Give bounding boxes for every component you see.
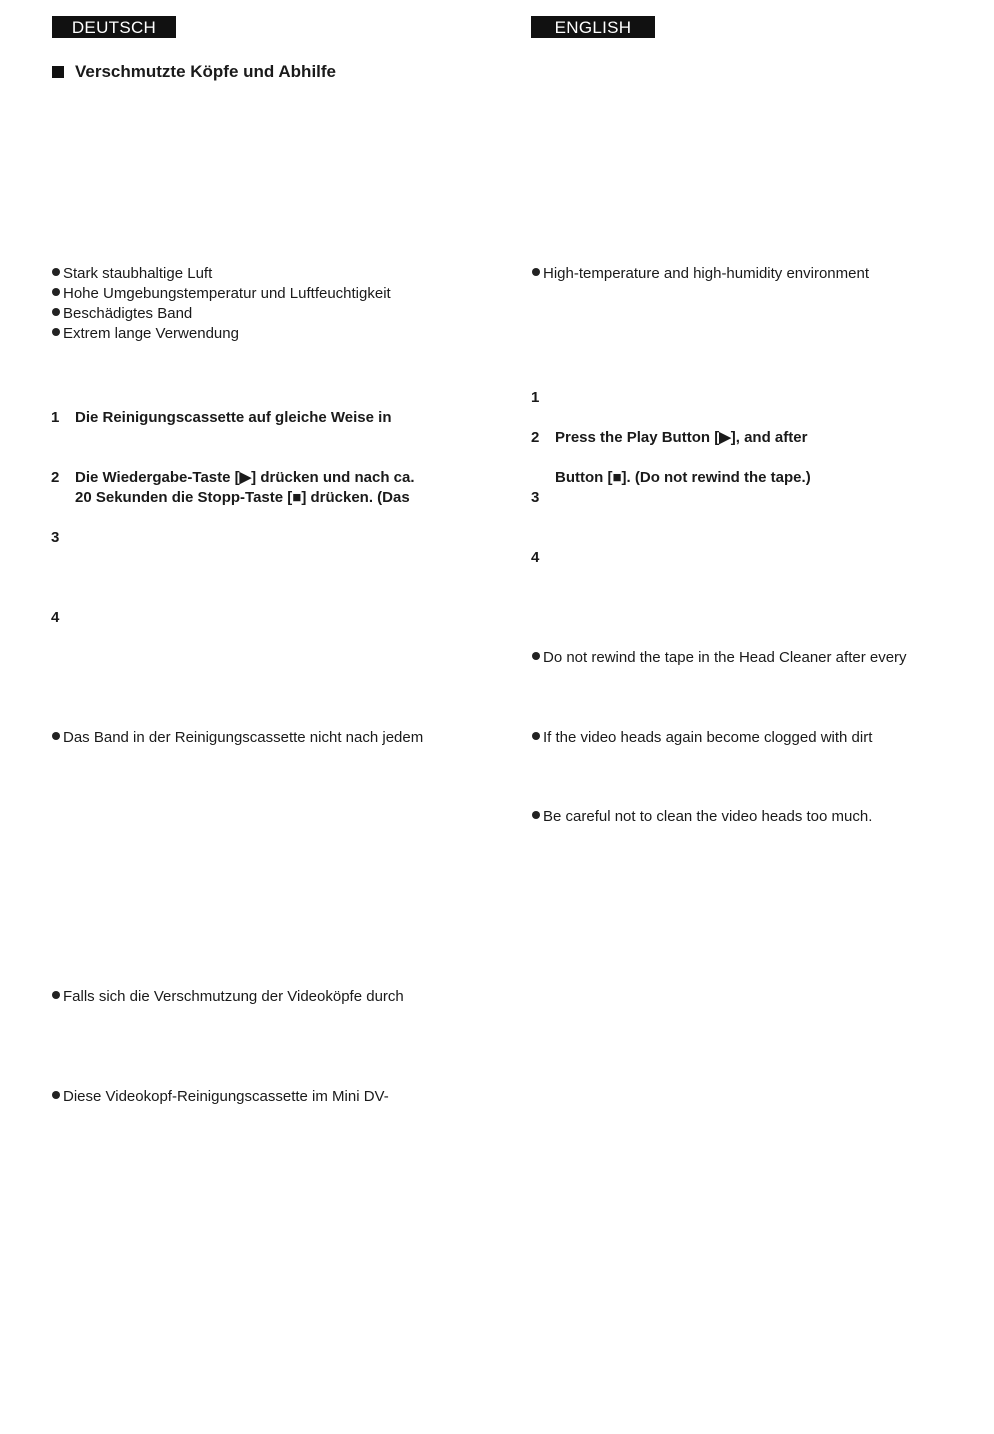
section-heading — [52, 62, 336, 82]
step-text: Button [■]. (Do not rewind the tape.) — [555, 469, 811, 486]
bullet-icon — [532, 652, 540, 660]
bullet-icon — [52, 328, 60, 336]
square-bullet-icon — [52, 66, 64, 78]
step-text: 20 Sekunden die Stopp-Taste [■] drücken. (Das — [75, 489, 410, 506]
step-number: 2 — [531, 429, 540, 446]
step-number: 1 — [531, 389, 540, 406]
step-number: 3 — [51, 529, 60, 546]
tab-deutsch: DEUTSCH — [52, 16, 176, 38]
note-item: Falls sich die Verschmutzung der Videoköpfe durch — [52, 987, 404, 1007]
step-number: 1 — [51, 409, 60, 426]
bullet-icon — [52, 308, 60, 316]
step-text: Die Wiedergabe-Taste [▶] drücken und nach ca. — [75, 469, 415, 486]
bullet-icon — [52, 732, 60, 740]
section-heading-text: Verschmutzte Köpfe und Abhilfe — [75, 62, 337, 81]
bullet-icon — [52, 268, 60, 276]
list-item: Stark staubhaltige Luft — [52, 264, 212, 284]
list-item: High-temperature and high-humidity environment — [532, 264, 869, 284]
step-number: 4 — [531, 549, 540, 566]
step-number: 3 — [531, 489, 540, 506]
list-item: Extrem lange Verwendung — [52, 324, 239, 344]
step-number: 4 — [51, 609, 60, 626]
note-item: If the video heads again become clogged with dirt — [532, 728, 872, 748]
tab-english: ENGLISH — [531, 16, 655, 38]
bullet-icon — [52, 991, 60, 999]
bullet-icon — [532, 268, 540, 276]
step-text: Die Reinigungscassette auf gleiche Weise in — [75, 409, 392, 426]
note-item: Do not rewind the tape in the Head Cleaner after every — [532, 648, 907, 668]
bullet-icon — [532, 732, 540, 740]
bullet-icon — [52, 1091, 60, 1099]
step-text: Press the Play Button [▶], and after — [555, 429, 808, 446]
note-item: Be careful not to clean the video heads too much. — [532, 807, 872, 827]
list-item: Beschädigtes Band — [52, 304, 192, 324]
bullet-icon — [52, 288, 60, 296]
step-number: 2 — [51, 469, 60, 486]
note-item: Diese Videokopf-Reinigungscassette im Mini DV- — [52, 1087, 389, 1107]
note-item: Das Band in der Reinigungscassette nicht nach jedem — [52, 728, 423, 748]
bullet-icon — [532, 811, 540, 819]
list-item: Hohe Umgebungstemperatur und Luftfeuchtigkeit — [52, 284, 391, 304]
